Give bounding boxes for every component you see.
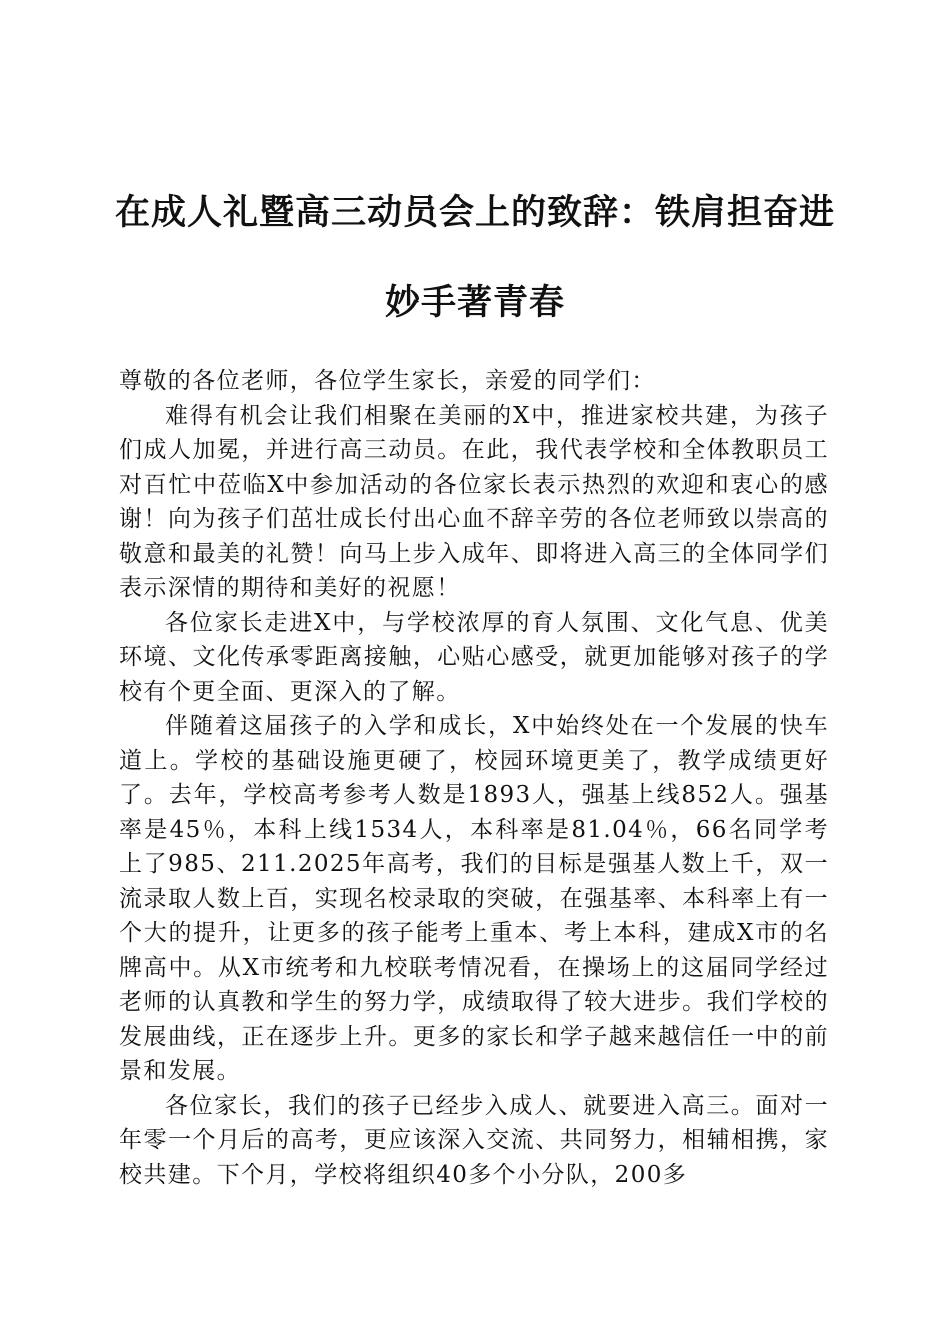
title-line-2: 妙手著青春 <box>384 282 565 323</box>
paragraph: 各位家长走进X中，与学校浓厚的育人氛围、文化气息、优美环境、文化传承零距离接触，心贴心感受，就更加能够对孩子的学校有个更全面、更深入的了解。 <box>119 609 829 705</box>
document-title <box>100 168 850 348</box>
salutation: 尊敬的各位老师，各位学生家长，亲爱的同学们： <box>119 368 656 394</box>
paragraph: 伴随着这届孩子的入学和成长，X中始终处在一个发展的快车道上。学校的基础设施更硬了，校园环境更美了，教学成绩更好了。去年，学校高考参考人数是1893人，强基上线852人。强基率是45％，本科上线1534人，本科率是81.04％，66名同学考上了985、211.2025年高考，我们的目标是强基人数上千，双一流录取人数上百，实现名校录取的突破，在强基率、本科率上有一个大的提升，让更多的孩子能考上重本、考上本科，建成X市的名牌高中。从X市统考和九校联考情况看，在操场上的这届同学经过老师的认真教和学生的努力学，成绩取得了较大进步。我们学校的发展曲线，正在逐步上升。更多的家长和学子越来越信任一中的前景和发展。 <box>119 713 829 1084</box>
paragraph: 难得有机会让我们相聚在美丽的X中，推进家校共建，为孩子们成人加冕，并进行高三动员。在此，我代表学校和全体教职员工对百忙中莅临X中参加活动的各位家长表示热烈的欢迎和衷心的感谢！向为孩子们茁壮成长付出心血不辞辛劳的各位老师致以崇高的敬意和最美的礼赞！向马上步入成年、即将进入高三的全体同学们表示深情的期待和美好的祝愿！ <box>119 402 829 601</box>
paragraph: 各位家长，我们的孩子已经步入成人、就要进入高三。面对一年零一个月后的高考，更应该深入交流、共同努力，相辅相携，家校共建。下个月，学校将组织40多个小分队，200多 <box>119 1092 829 1188</box>
title-line-1: 在成人礼暨高三动员会上的致辞：铁肩担奋进 <box>114 192 835 233</box>
document-body <box>119 364 829 1192</box>
